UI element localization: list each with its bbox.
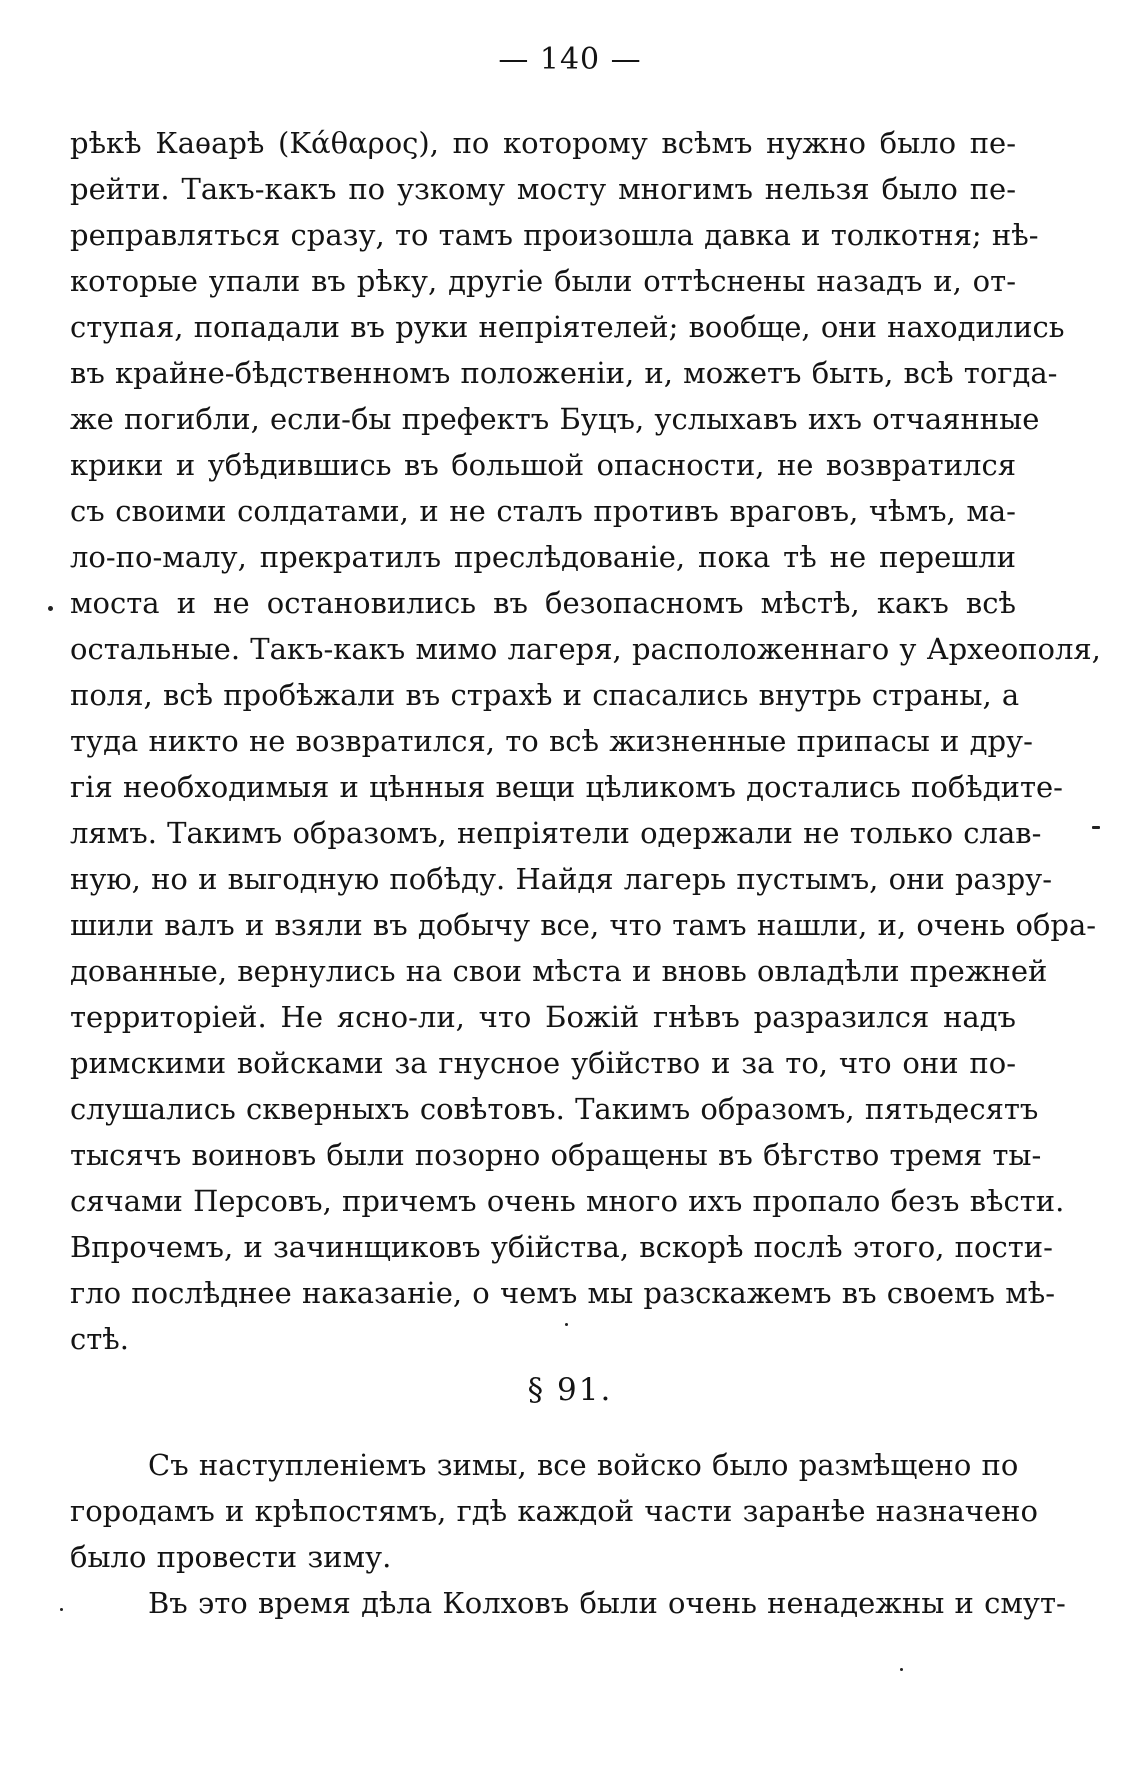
main-text-block	[70, 120, 1101, 1362]
text-line: остальные. Такъ-какъ мимо лагеря, расположеннаго у Археополя,	[70, 632, 1101, 666]
text-line: Съ наступленіемъ зимы, все войско было размѣщено по	[148, 1448, 1019, 1482]
text-line: ступая, попадали въ руки непріятелей; вообще, они находились	[70, 310, 1065, 344]
section-heading: § 91.	[527, 1372, 613, 1408]
text-line: гія необходимыя и цѣнныя вещи цѣликомъ достались побѣдите-	[70, 770, 1063, 804]
text-line: въ крайне-бѣдственномъ положеніи, и, можетъ быть, всѣ тогда-	[70, 356, 1058, 390]
scan-speck	[60, 1608, 63, 1611]
text-line: сячами Персовъ, причемъ очень много ихъ пропало безъ вѣсти.	[70, 1184, 1065, 1218]
text-line: съ своими солдатами, и не сталъ противъ враговъ, чѣмъ, ма-	[70, 494, 1016, 528]
text-line: Въ это время дѣла Колховъ были очень ненадежны и смут-	[148, 1586, 1066, 1620]
text-line: рѣкѣ Каѳарѣ (Κάθαρος), по которому всѣмъ нужно было пе-	[70, 126, 1016, 160]
text-line: стѣ.	[70, 1322, 129, 1356]
text-line: которые упали въ рѣку, другіе были оттѣснены назадъ и, от-	[70, 264, 1016, 298]
scan-speck	[900, 1668, 903, 1671]
text-line: слушались скверныхъ совѣтовъ. Такимъ образомъ, пятьдесятъ	[70, 1092, 1039, 1126]
text-line: гло послѣднее наказаніе, о чемъ мы разскажемъ въ своемъ мѣ-	[70, 1276, 1056, 1310]
page-number: — 140 —	[498, 42, 642, 77]
scan-speck	[565, 1323, 568, 1326]
text-line: римскими войсками за гнусное убійство и за то, что они по-	[70, 1046, 1016, 1080]
next-paragraph	[70, 1580, 1066, 1626]
text-line: поля, всѣ пробѣжали въ страхѣ и спасались внутрь страны, а	[70, 678, 1020, 712]
text-line: лямъ. Такимъ образомъ, непріятели одержали не только слав-	[70, 816, 1042, 850]
text-line: ло-по-малу, прекратилъ преслѣдованіе, пока тѣ не перешли	[70, 540, 1016, 574]
section-paragraph	[70, 1442, 1038, 1580]
text-line: было провести зиму.	[70, 1540, 392, 1574]
text-line: ную, но и выгодную побѣду. Найдя лагерь пустымъ, они разру-	[70, 862, 1053, 896]
text-line: моста и не остановились въ безопасномъ мѣстѣ, какъ всѣ	[70, 586, 1016, 620]
text-line: дованные, вернулись на свои мѣста и вновь овладѣли прежней	[70, 954, 1048, 988]
scan-speck	[1092, 826, 1100, 829]
text-line: городамъ и крѣпостямъ, гдѣ каждой части заранѣе назначено	[70, 1494, 1038, 1528]
text-line: Впрочемъ, и зачинщиковъ убійства, вскорѣ послѣ этого, пости-	[70, 1230, 1053, 1264]
text-line: же погибли, если-бы префектъ Буцъ, услыхавъ ихъ отчаянные	[70, 402, 1040, 436]
text-line: туда никто не возвратился, то всѣ жизненные припасы и дру-	[70, 724, 1033, 758]
text-line: крики и убѣдившись въ большой опасности, не возвратился	[70, 448, 1016, 482]
text-line: реправляться сразу, то тамъ произошла давка и толкотня; нѣ-	[70, 218, 1039, 252]
text-line: рейти. Такъ-какъ по узкому мосту многимъ нельзя было пе-	[70, 172, 1016, 206]
text-line: территоріей. Не ясно-ли, что Божій гнѣвъ разразился надъ	[70, 1000, 1016, 1034]
scan-speck	[48, 606, 53, 611]
text-line: шили валъ и взяли въ добычу все, что тамъ нашли, и, очень обра-	[70, 908, 1097, 942]
text-line: тысячъ воиновъ были позорно обращены въ бѣгство тремя ты-	[70, 1138, 1042, 1172]
